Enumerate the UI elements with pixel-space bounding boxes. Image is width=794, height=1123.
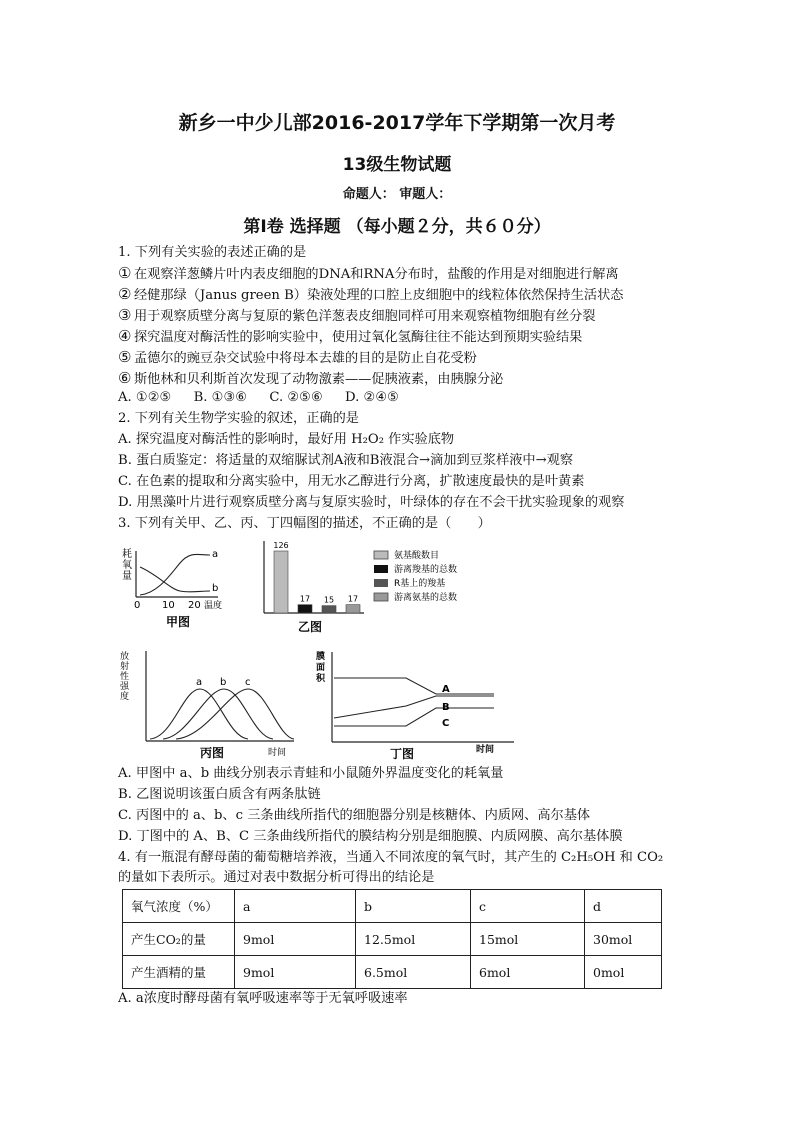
q1-item: ① 在观察洋葱鳞片叶内表皮细胞的DNA和RNA分布时，盐酸的作用是对细胞进行解离 — [118, 264, 619, 282]
bing-label-c: c — [245, 677, 251, 688]
table-cell: 产生酒精的量 — [123, 956, 235, 989]
table-header-cell: d — [585, 890, 662, 923]
table-row — [123, 923, 662, 956]
table-cell: 9mol — [235, 956, 356, 989]
yi-legend-label: 游离氨基的总数 — [394, 593, 458, 603]
q2-option-a: A. 探究温度对酶活性的影响时，最好用 H₂O₂ 作实验底物 — [118, 432, 455, 447]
bing-label-a: a — [196, 677, 203, 688]
yi-bar — [322, 606, 336, 613]
ding-label-b: B — [442, 702, 450, 713]
table-cell: 15mol — [471, 923, 585, 956]
q4-stem-line2: 的量如下表所示。通过对表中数据分析可得出的结论是 — [118, 870, 435, 885]
yi-bar-value: 126 — [273, 541, 289, 550]
jia-ylabel-3: 量 — [122, 571, 132, 582]
q3-option-a: A. 甲图中 a、b 曲线分别表示青蛙和小鼠随外界温度变化的耗氧量 — [118, 766, 504, 781]
q1-stem: 1. 下列有关实验的表述正确的是 — [118, 245, 307, 260]
bing-curve-b — [163, 689, 273, 739]
q1-item: ⑤ 孟德尔的豌豆杂交试验中将母本去雄的目的是防止自花受粉 — [118, 348, 477, 366]
q1-item: ③ 用于观察质壁分离与复原的紫色洋葱表皮细胞同样可用来观察植物细胞有丝分裂 — [118, 306, 596, 324]
q1-option-d: D. ②④⑤ — [345, 390, 399, 405]
section-heading: 第Ⅰ卷 选择题 （每小题２分，共６０分） — [243, 217, 551, 237]
q1-option-b: B. ①③⑥ — [193, 390, 248, 405]
table-cell: 12.5mol — [356, 923, 471, 956]
table-cell: 9mol — [235, 923, 356, 956]
jia-xtick: 20 — [188, 600, 201, 611]
table-header-row — [123, 890, 662, 923]
yi-bar — [346, 605, 360, 613]
jia-xtick: 0 — [134, 600, 141, 611]
yi-legend-label: 氨基酸数目 — [394, 551, 440, 561]
table-header-cell: b — [356, 890, 471, 923]
yi-legend — [374, 549, 457, 603]
ding-ylabel-1: 膜 — [316, 652, 326, 662]
yi-bar-value: 17 — [347, 594, 359, 604]
q1-option-a: A. ①②⑤ — [118, 390, 172, 405]
yi-legend-label: R基上的羧基 — [394, 579, 446, 589]
q1-item: ② 经健那绿（Janus green B）染液处理的口腔上皮细胞中的线粒体依然保持生活状态 — [118, 285, 624, 303]
q4-stem-line1: 4. 有一瓶混有酵母菌的葡萄糖培养液，当通入不同浓度的氧气时，其产生的 C₂H₅OH 和 CO₂ — [118, 850, 664, 865]
jia-label-a: a — [212, 549, 219, 560]
yi-legend-label: 游离羧基的总数 — [394, 565, 458, 575]
figure-yi — [256, 537, 496, 635]
bing-caption: 丙图 — [200, 746, 225, 759]
yi-bar-value: 15 — [323, 595, 335, 605]
jia-ylabel-1: 耗 — [122, 549, 132, 560]
q4-option-a: A. a浓度时酵母菌有氧呼吸速率等于无氧呼吸速率 — [118, 991, 408, 1006]
ding-label-c: C — [442, 718, 450, 729]
bing-xlabel: 时间 — [268, 748, 287, 758]
figure-jia — [118, 545, 233, 630]
q2-option-d: D. 用黑藻叶片进行观察质壁分离与复原实验时，叶绿体的存在不会干扰实验现象的观察 — [118, 495, 625, 510]
q4-table — [122, 889, 662, 989]
ding-ylabel-3: 积 — [316, 674, 326, 684]
q1-item: ⑥ 斯他林和贝利斯首次发现了动物激素——促胰液素，由胰腺分泌 — [118, 369, 504, 387]
ding-xlabel: 时间 — [476, 745, 495, 755]
bing-ylabel-2: 射 — [120, 662, 130, 672]
table-cell: 30mol — [585, 923, 662, 956]
ding-curve-c — [334, 708, 494, 726]
table-row — [123, 956, 662, 989]
authors-line: 命题人： 审题人： — [342, 187, 452, 202]
table-cell: 产生CO₂的量 — [123, 923, 235, 956]
ding-curve-b — [334, 696, 494, 718]
bing-ylabel-1: 放 — [120, 652, 130, 662]
table-cell: 6.5mol — [356, 956, 471, 989]
jia-xlabel: 温度 — [204, 601, 223, 611]
bing-ylabel-5: 度 — [120, 692, 130, 702]
yi-legend-swatch — [374, 579, 388, 587]
q2-option-c: C. 在色素的提取和分离实验中，用无水乙醇进行分离，扩散速度最快的是叶黄素 — [118, 474, 585, 489]
q1-item: ④ 探究温度对酶活性的影响实验中，使用过氧化氢酶往往不能达到预期实验结果 — [118, 327, 583, 345]
table-cell: 6mol — [471, 956, 585, 989]
ding-ylabel-2: 面 — [316, 663, 326, 673]
jia-caption: 甲图 — [166, 615, 191, 629]
yi-caption: 乙图 — [298, 620, 323, 634]
q1-options — [118, 389, 417, 407]
jia-curve-b — [140, 567, 210, 592]
yi-bar-value: 17 — [299, 594, 311, 604]
q1-option-c: C. ②⑤⑥ — [269, 390, 323, 405]
ding-label-a: A — [442, 684, 450, 695]
q2-stem: 2. 下列有关生物学实验的叙述，正确的是 — [118, 411, 359, 426]
figure-bing — [118, 647, 308, 759]
yi-legend-swatch — [374, 565, 388, 573]
figure-ding — [316, 648, 521, 760]
yi-bar — [298, 605, 312, 613]
page-title: 新乡一中少儿部2016-2017学年下学期第一次月考 — [178, 112, 616, 134]
q3-option-c: C. 丙图中的 a、b、c 三条曲线所指代的细胞器分别是核糖体、内质网、高尔基体 — [118, 808, 591, 823]
table-header-cell: c — [471, 890, 585, 923]
table-cell: 0mol — [585, 956, 662, 989]
q3-option-b: B. 乙图说明该蛋白质含有两条肽链 — [118, 787, 321, 802]
exam-subtitle: 13级生物试题 — [342, 155, 452, 175]
ding-caption: 丁图 — [390, 747, 415, 760]
bing-ylabel-4: 强 — [120, 682, 130, 692]
q2-option-b: B. 蛋白质鉴定：将适量的双缩脲试剂A液和B液混合→滴加到豆浆样液中→观察 — [118, 453, 574, 468]
table-header-cell: a — [235, 890, 356, 923]
jia-ylabel-2: 氧 — [122, 560, 132, 571]
jia-label-b: b — [212, 583, 219, 594]
yi-legend-swatch — [374, 551, 388, 559]
table-header-cell: 氧气浓度（%） — [123, 890, 235, 923]
ding-curve-a — [334, 678, 494, 694]
bing-ylabel-3: 性 — [120, 672, 130, 682]
q3-stem: 3. 下列有关甲、乙、丙、丁四幅图的描述，不正确的是（ ） — [118, 516, 491, 531]
q3-option-d: D. 丁图中的 A、B、C 三条曲线所指代的膜结构分别是细胞膜、内质网膜、高尔基体膜 — [118, 829, 623, 844]
yi-legend-swatch — [374, 593, 388, 601]
yi-bar — [274, 551, 288, 613]
bing-label-b: b — [220, 677, 227, 688]
jia-xtick: 10 — [162, 600, 175, 611]
